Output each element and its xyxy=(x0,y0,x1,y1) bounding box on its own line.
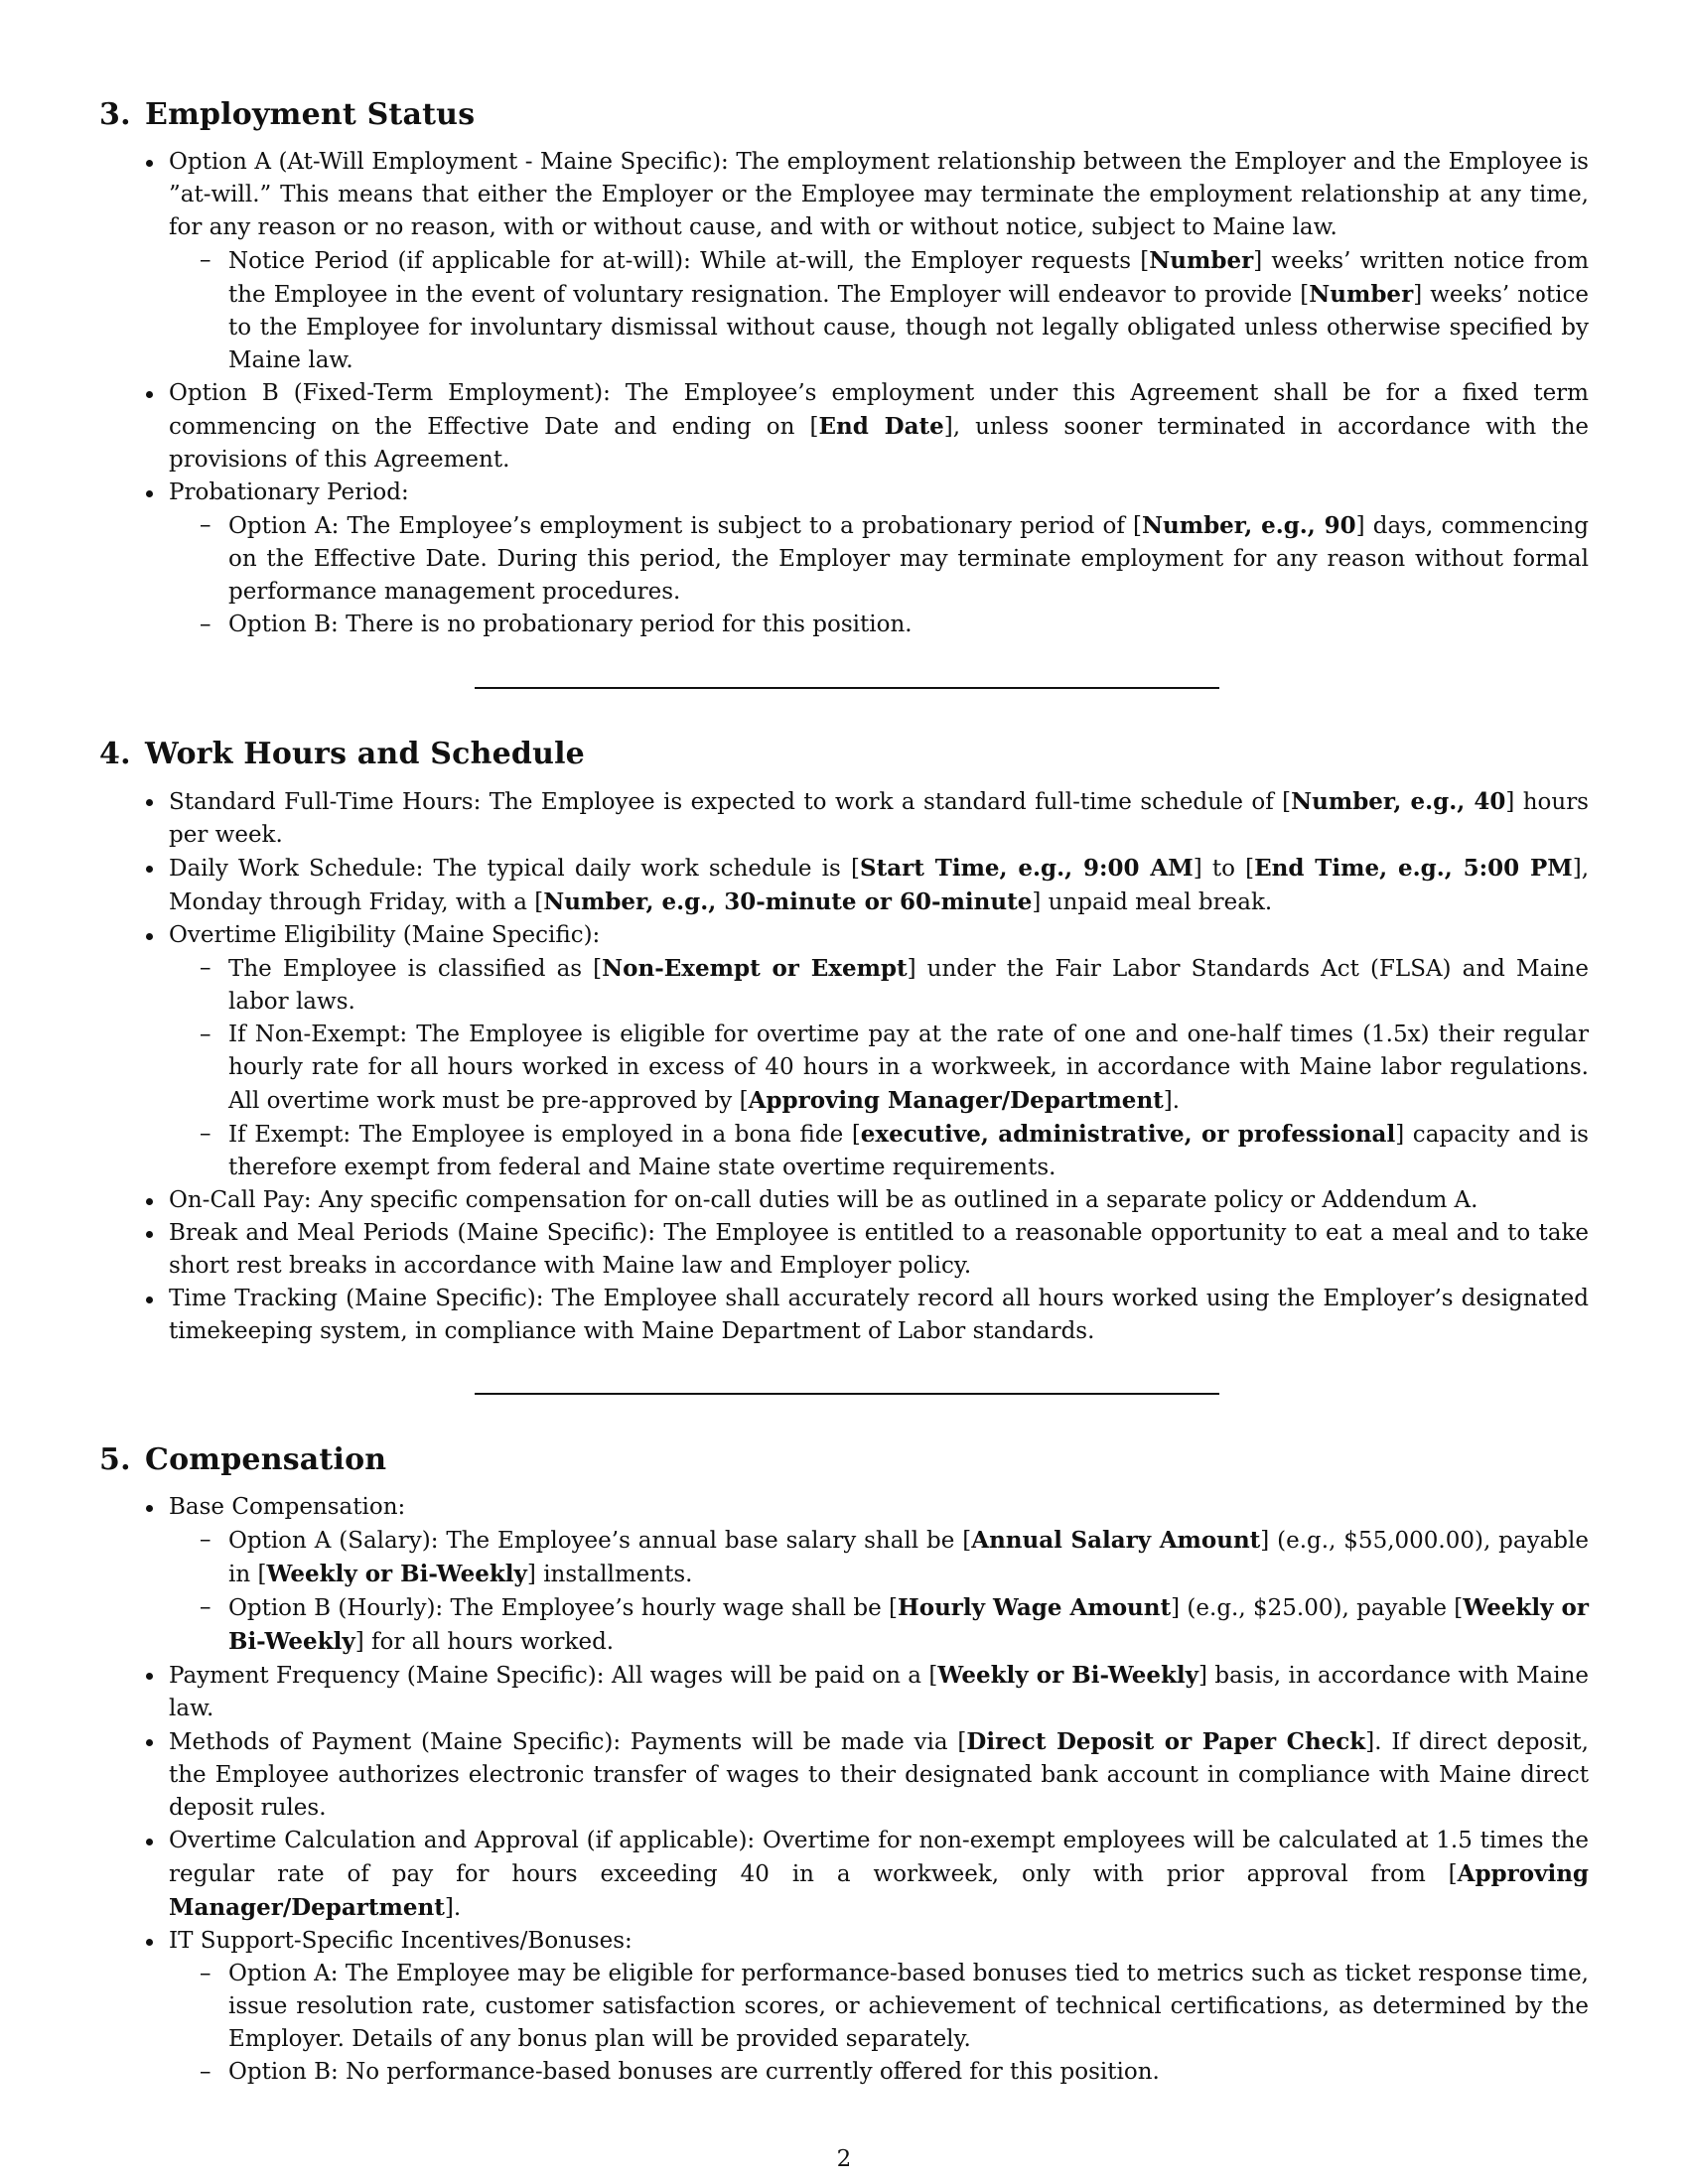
section-compensation xyxy=(99,1442,1589,2089)
list-item xyxy=(99,1925,1589,2089)
page-number: 2 xyxy=(836,2146,852,2172)
section-list xyxy=(99,146,1589,641)
sub-list-item xyxy=(169,952,1589,1019)
list-item xyxy=(99,477,1589,641)
text-run: Time Tracking (Maine Specific): The Employee shall accurately record all hours worked using the Employer’s designated timekeeping system, in compliance with Maine Department of Labor standards. xyxy=(169,1286,1589,1344)
sub-list-item xyxy=(169,609,1589,641)
sub-list xyxy=(169,1524,1589,1659)
placeholder-field: Weekly or Bi-Weekly xyxy=(266,1561,527,1587)
section-heading: 5. Compensation xyxy=(99,1442,387,1477)
list-item xyxy=(99,377,1589,477)
text-run: Option A: The Employee may be eligible for performance-based bonuses tied to metrics such as ticket response time, issue resolution rate, customer satisfaction scores, or achievement of technical certifications, as determined by the Employer. Details of any bonus plan will be provided separately. xyxy=(228,1961,1589,2052)
sub-list-item xyxy=(169,1591,1589,1659)
list-item xyxy=(99,1825,1589,1925)
sub-list-item xyxy=(169,1019,1589,1118)
text-run: ] unpaid meal break. xyxy=(1032,889,1273,915)
text-run: ] under the Fair Labor Standards Act (FLSA) and Maine labor laws. xyxy=(228,956,1589,1015)
placeholder-field: executive, administrative, or professional xyxy=(860,1121,1396,1148)
text-run: Notice Period (if applicable for at-will): While at-will, the Employer requests [ xyxy=(228,248,1150,274)
placeholder-field: Weekly or Bi-Weekly xyxy=(937,1662,1198,1689)
text-run: Option B: No performance-based bonuses are currently offered for this position. xyxy=(228,2059,1160,2085)
sub-list-item xyxy=(169,509,1589,609)
text-run: Probationary Period: xyxy=(169,479,409,505)
placeholder-field: Approving Manager/Department xyxy=(169,1860,1589,1921)
sub-list xyxy=(169,509,1589,641)
sub-list-item xyxy=(169,1958,1589,2056)
placeholder-field: Approving Manager/Department xyxy=(748,1087,1164,1114)
text-run: Option A (Salary): The Employee’s annual base salary shall be [ xyxy=(228,1528,972,1554)
text-run: ]. If direct deposit, the Employee authorizes electronic transfer of wages to their designated bank account in compliance with Maine direct deposit rules. xyxy=(169,1729,1589,1821)
sub-list xyxy=(169,1958,1589,2089)
placeholder-field: Number, e.g., 30-minute or 60-minute xyxy=(543,888,1033,915)
text-run: ] installments. xyxy=(526,1562,693,1587)
text-run: ], Monday through Friday, with a [ xyxy=(169,856,1590,915)
list-item xyxy=(99,785,1589,852)
sub-list xyxy=(169,952,1589,1184)
placeholder-field: Start Time, e.g., 9:00 AM xyxy=(859,855,1194,882)
placeholder-field: End Date xyxy=(818,413,944,440)
text-run: ]. xyxy=(1163,1088,1181,1114)
text-run: IT Support-Specific Incentives/Bonuses: xyxy=(169,1928,633,1954)
placeholder-field: Direct Deposit or Paper Check xyxy=(966,1728,1366,1755)
placeholder-field: Number xyxy=(1309,281,1414,308)
section-work-hours xyxy=(99,737,1589,1348)
text-run: Methods of Payment (Maine Specific): Payments will be made via [ xyxy=(169,1729,967,1755)
placeholder-field: Hourly Wage Amount xyxy=(898,1594,1172,1621)
text-run: ] hours per week. xyxy=(169,789,1589,848)
list-item xyxy=(99,1491,1589,1659)
placeholder-field: Number, e.g., 90 xyxy=(1142,512,1356,539)
list-item xyxy=(99,1659,1589,1725)
list-item xyxy=(99,852,1589,919)
text-run: Daily Work Schedule: The typical daily work schedule is [ xyxy=(169,856,860,882)
section-heading: 3. Employment Status xyxy=(99,97,476,132)
text-run: If Exempt: The Employee is employed in a bona fide [ xyxy=(228,1122,861,1148)
text-run: ] (e.g., $55,000.00), payable in [ xyxy=(228,1528,1589,1587)
list-item xyxy=(99,146,1589,377)
section-divider xyxy=(475,687,1219,689)
placeholder-field: Annual Salary Amount xyxy=(971,1527,1261,1554)
text-run: ] days, commencing on the Effective Date. During this period, the Employer may terminate employment for any reason without formal performance management procedures. xyxy=(228,513,1590,605)
text-run: Option B (Fixed-Term Employment): The Employee’s employment under this Agreement shall be for a fixed term commencing on the Effective Date and ending on [ xyxy=(169,380,1589,440)
text-run: Payment Frequency (Maine Specific): All wages will be paid on a [ xyxy=(169,1663,938,1689)
text-run: Option A: The Employee’s employment is subject to a probationary period of [ xyxy=(228,513,1142,539)
text-run: Option B: There is no probationary period for this position. xyxy=(228,612,913,637)
list-item xyxy=(99,1184,1589,1217)
section-list xyxy=(99,785,1589,1348)
sub-list-item xyxy=(169,2056,1589,2089)
placeholder-field: Weekly or Bi-Weekly xyxy=(228,1594,1589,1655)
text-run: If Non-Exempt: The Employee is eligible for overtime pay at the rate of one and one-half times (1.5x) their regular hourly rate for all hours worked in excess of 40 hours in a workweek, in accordance with Maine labor regulations. All overtime work must be pre-approved by [ xyxy=(228,1022,1589,1114)
section-divider xyxy=(475,1393,1219,1395)
text-run: ] for all hours worked. xyxy=(354,1629,615,1655)
placeholder-field: Number, e.g., 40 xyxy=(1291,788,1506,815)
text-run: ] capacity and is therefore exempt from federal and Maine state overtime requirements. xyxy=(228,1122,1589,1180)
text-run: On-Call Pay: Any specific compensation for on-call duties will be as outlined in a separate policy or Addendum A. xyxy=(169,1187,1478,1213)
section-employment-status xyxy=(99,97,1589,641)
text-run: Overtime Eligibility (Maine Specific): xyxy=(169,922,601,948)
sub-list xyxy=(169,244,1589,377)
list-item xyxy=(99,1725,1589,1825)
section-heading: 4. Work Hours and Schedule xyxy=(99,737,585,771)
list-item xyxy=(99,919,1589,1184)
text-run: Option A (At-Will Employment - Maine Specific): The employment relationship between the Employer and the Employee is ”at-will.” This means that either the Employer or the Employee may terminate the employment relationship at any time, for any reason or no reason, with or without cause, and with or without notice, subject to Maine law. xyxy=(169,149,1589,240)
section-list xyxy=(99,1491,1589,2089)
text-run: Base Compensation: xyxy=(169,1494,406,1520)
text-run: Overtime Calculation and Approval (if applicable): Overtime for non-exempt employees will be calculated at 1.5 times the regular rate of pay for hours exceeding 40 in a workweek, only with prior approval from [ xyxy=(169,1828,1589,1887)
sub-list-item xyxy=(169,244,1589,377)
text-run: Break and Meal Periods (Maine Specific): The Employee is entitled to a reasonable opportunity to eat a meal and to take short rest breaks in accordance with Maine law and Employer policy. xyxy=(169,1220,1589,1279)
placeholder-field: End Time, e.g., 5:00 PM xyxy=(1254,855,1573,882)
placeholder-field: Non-Exempt or Exempt xyxy=(602,955,908,982)
sub-list-item xyxy=(169,1524,1589,1591)
text-run: Standard Full-Time Hours: The Employee is expected to work a standard full-time schedule of [ xyxy=(169,789,1292,815)
text-run: The Employee is classified as [ xyxy=(228,956,603,982)
text-run: ]. xyxy=(444,1895,462,1921)
placeholder-field: Number xyxy=(1149,247,1254,274)
text-run: ] weeks’ notice to the Employee for involuntary dismissal without cause, though not legally obligated unless otherwise specified by Maine law. xyxy=(228,282,1589,373)
text-run: Option B (Hourly): The Employee’s hourly wage shall be [ xyxy=(228,1595,899,1621)
text-run: ], unless sooner terminated in accordance with the provisions of this Agreement. xyxy=(169,414,1589,473)
sub-list-item xyxy=(169,1118,1589,1184)
text-run: ] weeks’ written notice from the Employee in the event of voluntary resignation. The Employer will endeavor to provide [ xyxy=(228,248,1589,308)
list-item xyxy=(99,1217,1589,1283)
text-run: ] basis, in accordance with Maine law. xyxy=(169,1663,1589,1721)
list-item xyxy=(99,1283,1589,1348)
text-run: ] to [ xyxy=(1193,856,1255,882)
text-run: ] (e.g., $25.00), payable [ xyxy=(1171,1595,1464,1621)
